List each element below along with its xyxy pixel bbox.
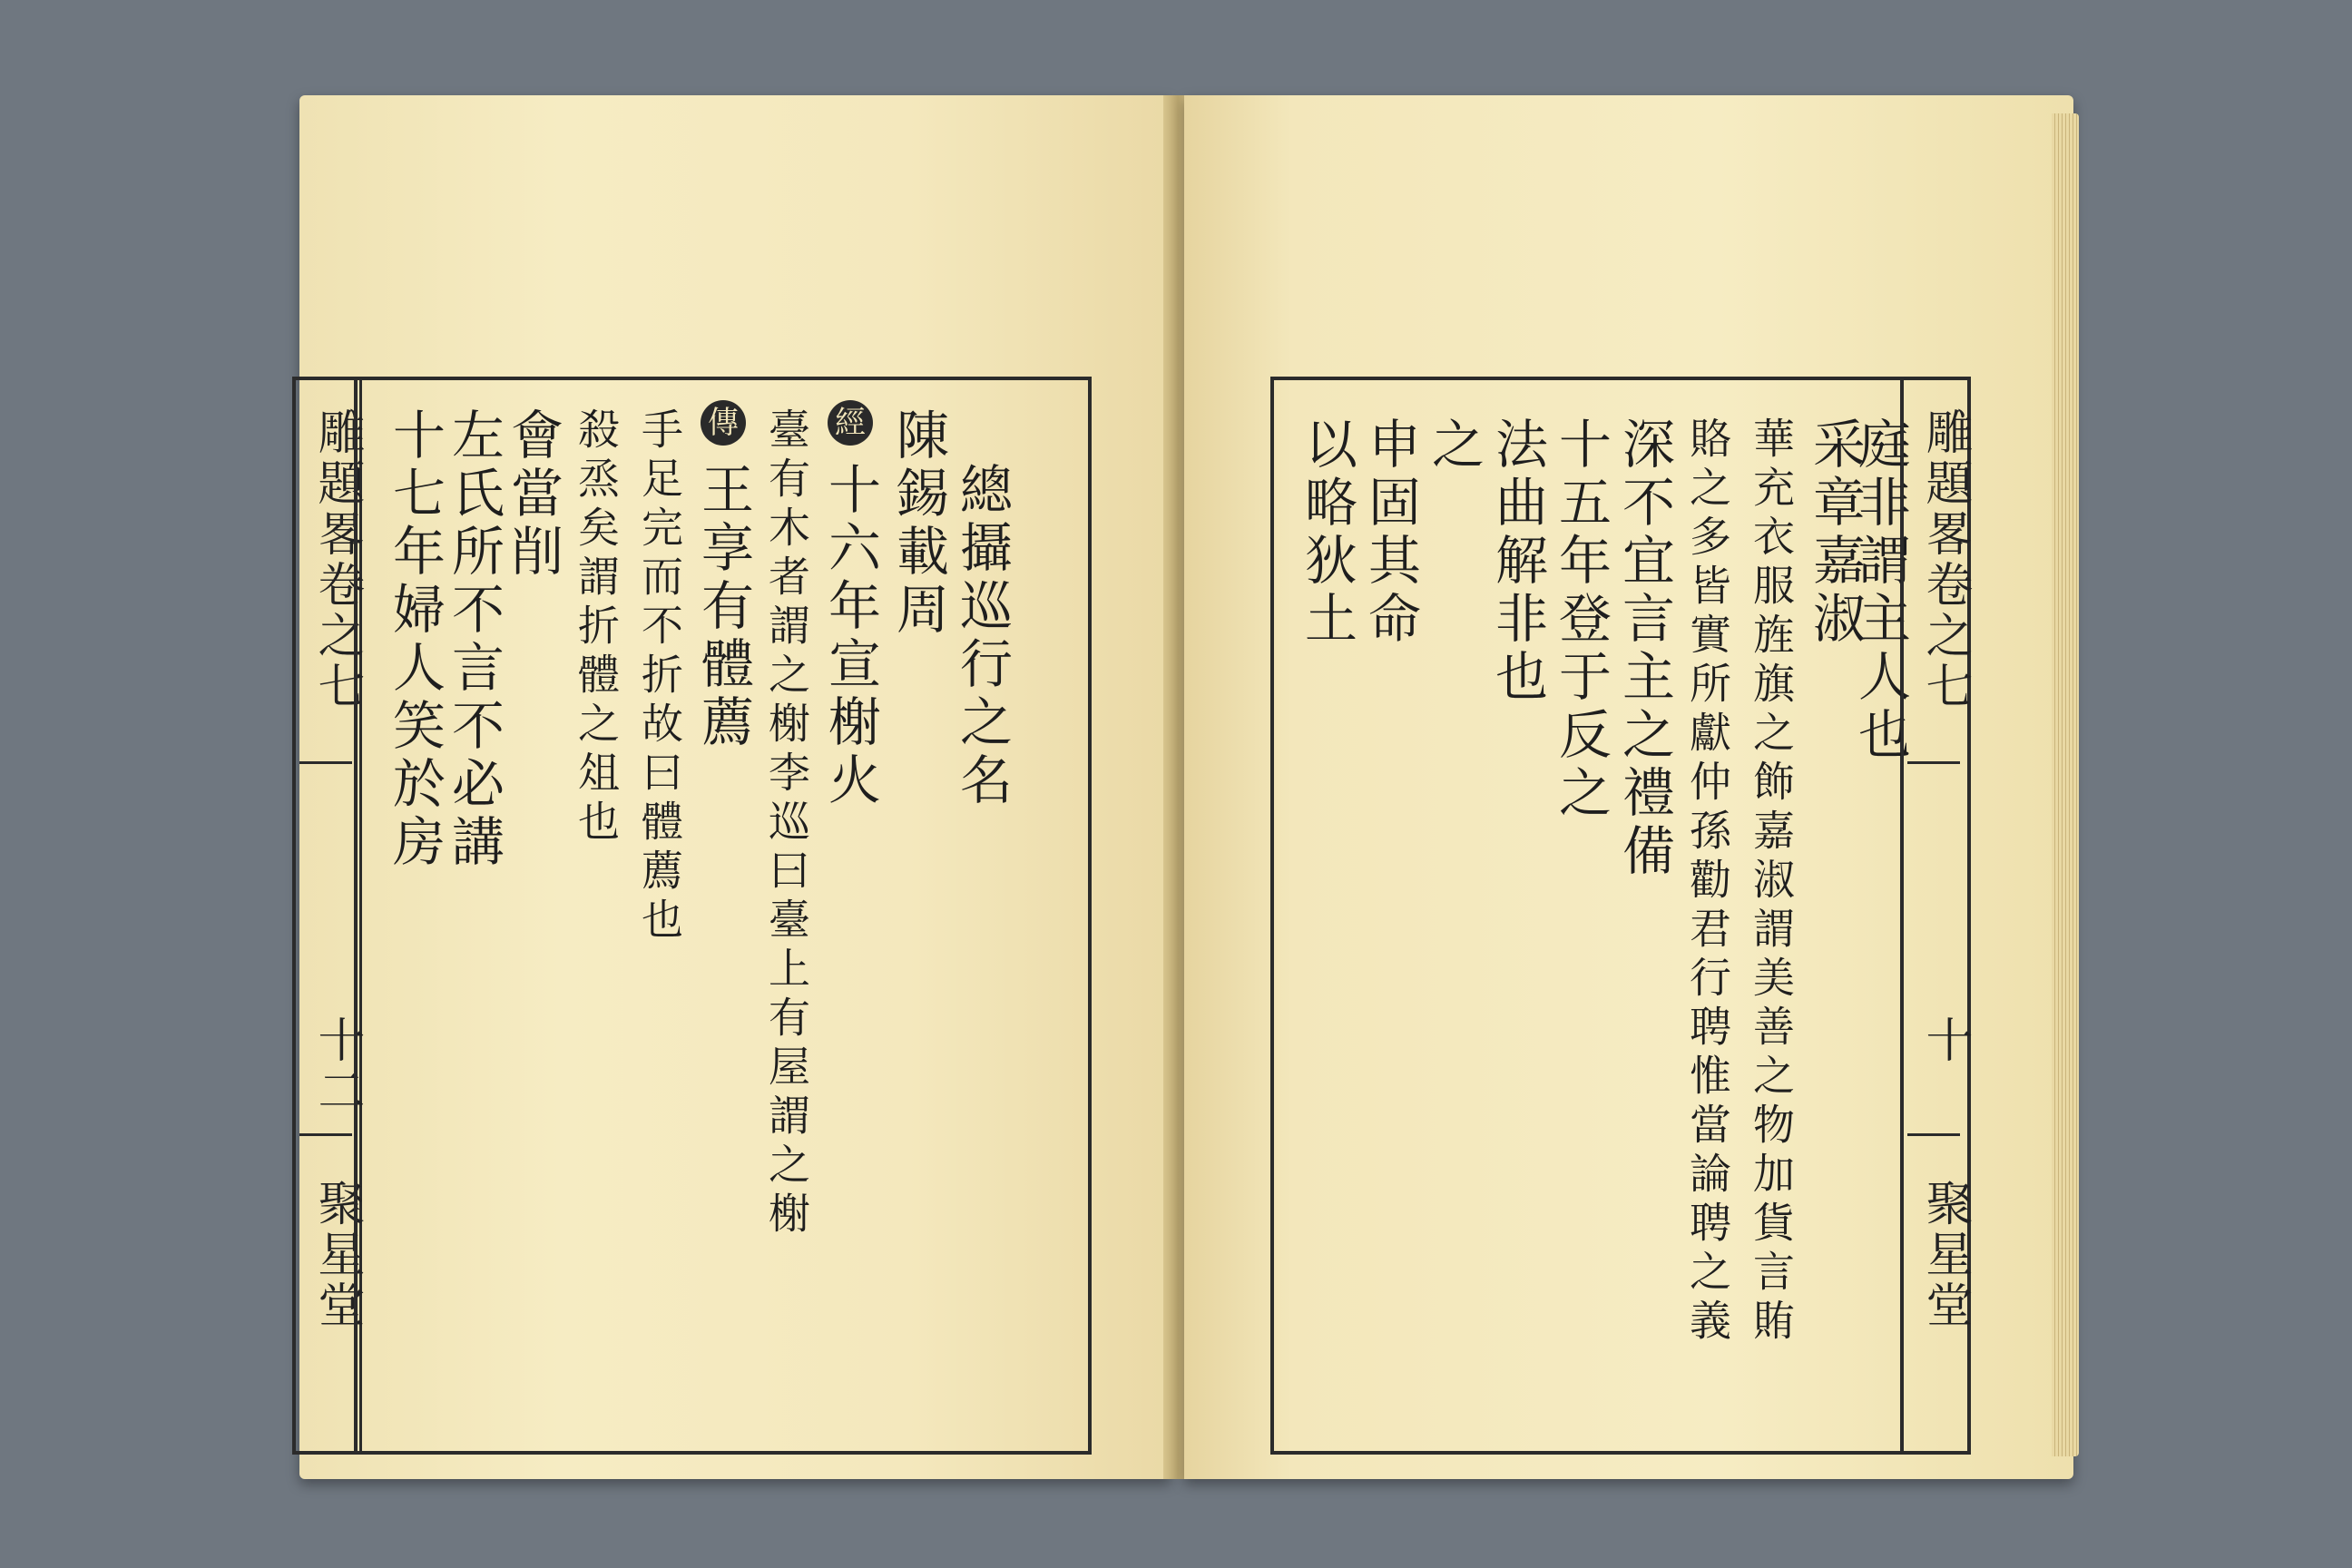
- right-page-margin-column: [1901, 377, 1971, 1455]
- text-column: 法曲解非也: [1486, 416, 1548, 707]
- text-column: 十七年婦人笑於房: [384, 407, 446, 872]
- open-book: [299, 95, 2073, 1479]
- text-column: 殺烝矣謂折體之俎也: [572, 407, 621, 848]
- classic-marker-icon: 經: [828, 400, 873, 446]
- text-column: 采章嘉淑: [1804, 416, 1866, 649]
- text-column: 會當削: [502, 407, 564, 582]
- left-text-frame: [354, 377, 1092, 1455]
- left-banxin-title: 雕題畧卷之七: [309, 407, 364, 712]
- text-column: 十五年登于反之: [1550, 416, 1612, 823]
- text-column: 左氏所不言不必講: [443, 407, 505, 872]
- text-column: 臺有木者謂之榭李巡曰臺上有屋謂之榭: [762, 407, 811, 1240]
- right-banxin-publisher: 聚星堂: [1917, 1179, 1972, 1331]
- text-column: 之: [1423, 416, 1485, 475]
- text-column: 總攝巡行之名: [951, 462, 1013, 810]
- left-banxin-publisher: 聚星堂: [309, 1179, 364, 1331]
- fold-mark: [1907, 761, 1960, 764]
- text-column: 十六年宣榭火: [819, 462, 881, 810]
- commentary-marker-icon: 傳: [701, 400, 746, 446]
- fold-mark: [299, 761, 352, 764]
- left-page-margin-column: [292, 377, 362, 1455]
- text-column: 陳錫載周: [887, 407, 949, 640]
- fold-mark: [1907, 1133, 1960, 1136]
- text-column: 申固其命: [1359, 416, 1421, 649]
- page-edge-stack: [2052, 113, 2079, 1456]
- right-banxin-title: 雕題畧卷之七: [1917, 407, 1972, 712]
- text-column: 庭非謂主人也: [1849, 416, 1911, 765]
- left-page: [299, 95, 1171, 1479]
- text-column: 華充衣服旌旗之飾嘉淑謂美善之物加貨言賄: [1747, 416, 1796, 1348]
- fold-mark: [299, 1133, 352, 1136]
- left-banxin-page: 十二: [309, 1015, 364, 1117]
- text-column: 賂之多皆實所獻仲孫勸君行聘惟當論聘之義: [1683, 416, 1732, 1348]
- right-banxin-page: 十: [1917, 1015, 1972, 1066]
- text-column: 王享有體薦: [692, 462, 754, 752]
- right-page: [1184, 95, 2073, 1479]
- text-column: 手足完而不折故曰體薦也: [635, 407, 684, 946]
- text-column: 以略狄土: [1296, 416, 1357, 649]
- text-column: 深不宜言主之禮備: [1613, 416, 1675, 881]
- right-text-frame: [1270, 377, 1911, 1455]
